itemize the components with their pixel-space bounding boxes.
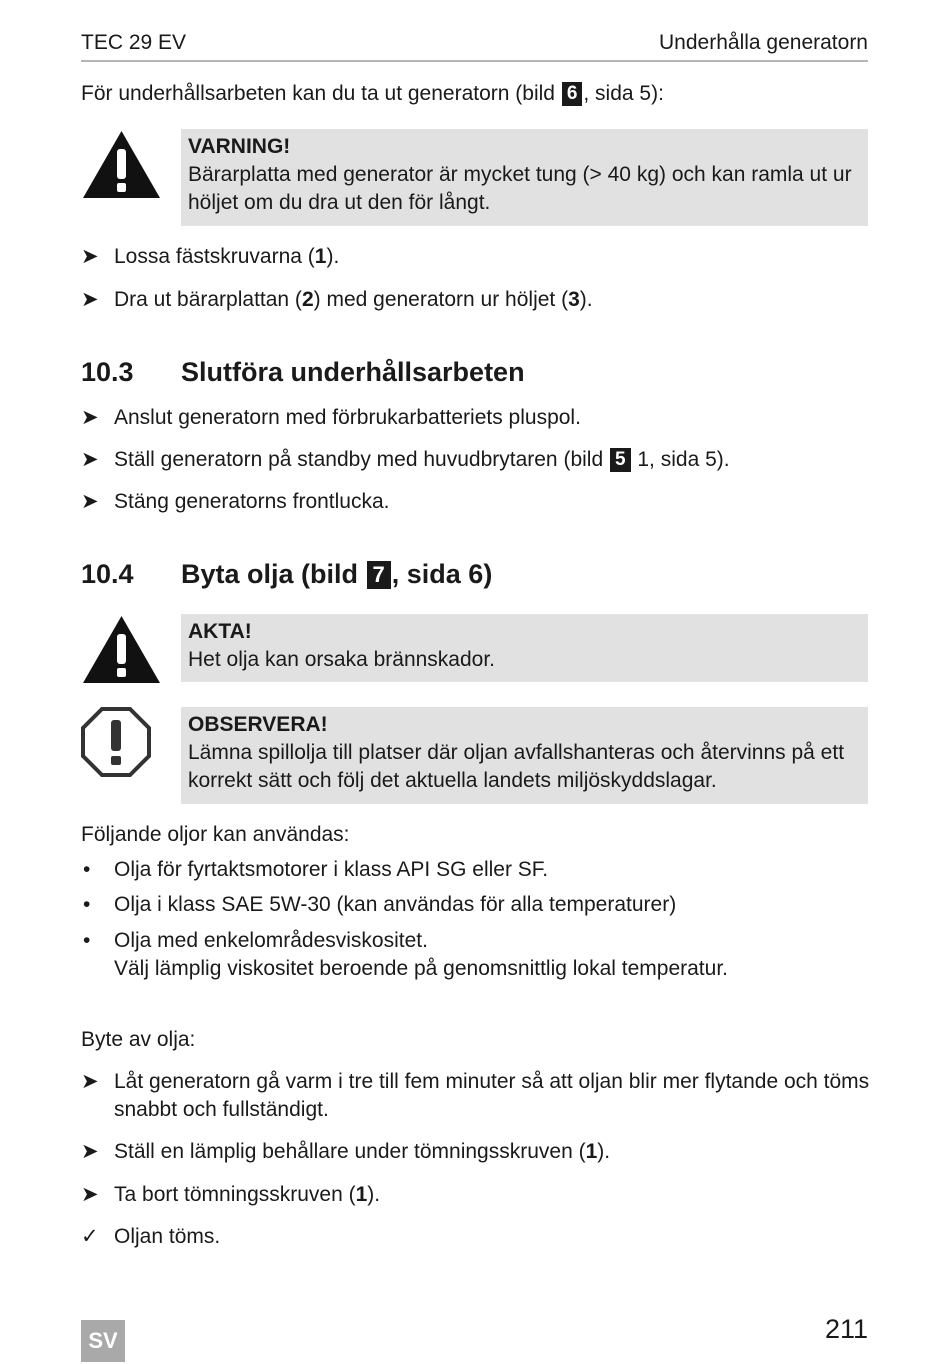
bullet-icon: •: [83, 929, 91, 952]
step-text: ).: [597, 1140, 611, 1163]
step-ref: 1: [314, 245, 327, 268]
warning-text-line: höljet om du dra ut den för långt.: [188, 191, 491, 214]
caution-box: [181, 614, 868, 682]
list-item-text: Välj lämplig viskositet beroende på genomsnittlig lokal temperatur.: [114, 957, 728, 980]
step-ref: 1: [355, 1183, 368, 1206]
intro-paragraph: [81, 80, 664, 108]
section-title-end: , sida 6): [391, 559, 493, 589]
bullet-icon: •: [83, 893, 91, 916]
caution-triangle-icon: [81, 614, 162, 685]
page-number: 211: [824, 1314, 868, 1344]
list-item: [81, 891, 676, 919]
checkmark-icon: ✓: [81, 1225, 99, 1248]
step-text: Ställ generatorn på standby med huvudbrytaren (bild: [114, 448, 609, 471]
step-text: ).: [367, 1183, 381, 1206]
step-text: Ta bort tömningsskruven (: [114, 1183, 356, 1206]
step-item: [81, 404, 581, 432]
arrow-icon: ➤: [81, 1183, 99, 1206]
step-ref: 3: [568, 288, 580, 311]
section-number: 10.3: [81, 357, 134, 387]
notice-box: [181, 707, 868, 804]
header-section: Underhålla generatorn: [659, 31, 868, 54]
figure-badge: 6: [562, 82, 583, 106]
step-text: ) med generatorn ur höljet (: [313, 288, 569, 311]
list-item-text: Olja i klass SAE 5W-30 (kan användas för alla temperaturer): [114, 893, 677, 916]
notice-text-line: korrekt sätt och följ det aktuella landets miljöskyddslagar.: [188, 769, 717, 792]
section-heading-10-3: [81, 355, 525, 389]
step-text: Ställ en lämplig behållare under tömningsskruven (: [114, 1140, 586, 1163]
arrow-icon: ➤: [81, 288, 99, 311]
step-text: 1, sida 5).: [631, 448, 730, 471]
warning-text-line: Bärarplatta med generator är mycket tung (> 40 kg) och kan ramla ut ur: [188, 163, 852, 186]
step-text: Låt generatorn gå varm i tre till fem minuter så att oljan blir mer flytande och töms: [114, 1070, 870, 1093]
step-item: [81, 1181, 380, 1209]
header-model: TEC 29 EV: [81, 31, 187, 54]
step-text: Stäng generatorns frontlucka.: [114, 490, 390, 513]
section-title: Byta olja (bild: [181, 559, 366, 589]
notice-title: OBSERVERA!: [188, 713, 328, 736]
section-number: 10.4: [81, 559, 134, 589]
arrow-icon: ➤: [81, 245, 99, 268]
arrow-icon: ➤: [81, 1070, 99, 1093]
arrow-icon: ➤: [81, 406, 99, 429]
step-text: snabbt och fullständigt.: [114, 1098, 329, 1121]
section-heading-10-4: [81, 557, 492, 591]
figure-badge: 5: [610, 448, 631, 472]
figure-badge: 7: [367, 561, 391, 589]
step-item: [81, 488, 390, 516]
result-text: Oljan töms.: [114, 1225, 221, 1248]
step-item: [81, 446, 730, 474]
step-text: ).: [326, 245, 340, 268]
warning-box: [181, 129, 868, 226]
step-text: Dra ut bärarplattan (: [114, 288, 302, 311]
step-text: Lossa fästskruvarna (: [114, 245, 315, 268]
oil-change-intro: Byte av olja:: [81, 1028, 196, 1051]
list-item: [81, 927, 728, 983]
warning-title: VARNING!: [188, 135, 291, 158]
step-ref: 2: [301, 288, 314, 311]
arrow-icon: ➤: [81, 448, 99, 471]
step-item: [81, 243, 339, 271]
arrow-icon: ➤: [81, 1140, 99, 1163]
language-tab: SV: [81, 1320, 125, 1362]
header-rule: [81, 60, 868, 62]
intro-text: För underhållsarbeten kan du ta ut generatorn (bild: [81, 82, 561, 105]
caution-title: AKTA!: [188, 620, 252, 643]
step-text: Anslut generatorn med förbrukarbatteriets pluspol.: [114, 406, 581, 429]
warning-triangle-icon: [81, 129, 162, 200]
bullet-icon: •: [83, 858, 91, 881]
step-item: [81, 286, 593, 314]
step-item: [81, 1138, 610, 1166]
step-text: ).: [579, 288, 593, 311]
oils-intro: Följande oljor kan användas:: [81, 823, 350, 846]
notice-text-line: Lämna spillolja till platser där oljan avfallshanteras och återvinns på ett: [188, 741, 845, 764]
section-title: Slutföra underhållsarbeten: [181, 357, 525, 387]
result-item: [81, 1223, 220, 1251]
step-ref: 1: [585, 1140, 598, 1163]
intro-text-end: , sida 5):: [583, 82, 664, 105]
caution-text: Het olja kan orsaka brännskador.: [188, 648, 496, 671]
list-item-text: Olja med enkelområdesviskositet.: [114, 929, 428, 952]
list-item: [81, 856, 548, 884]
list-item-text: Olja för fyrtaktsmotorer i klass API SG eller SF.: [114, 858, 549, 881]
notice-octagon-icon: [80, 706, 152, 778]
step-item: [81, 1068, 869, 1124]
arrow-icon: ➤: [81, 490, 99, 513]
